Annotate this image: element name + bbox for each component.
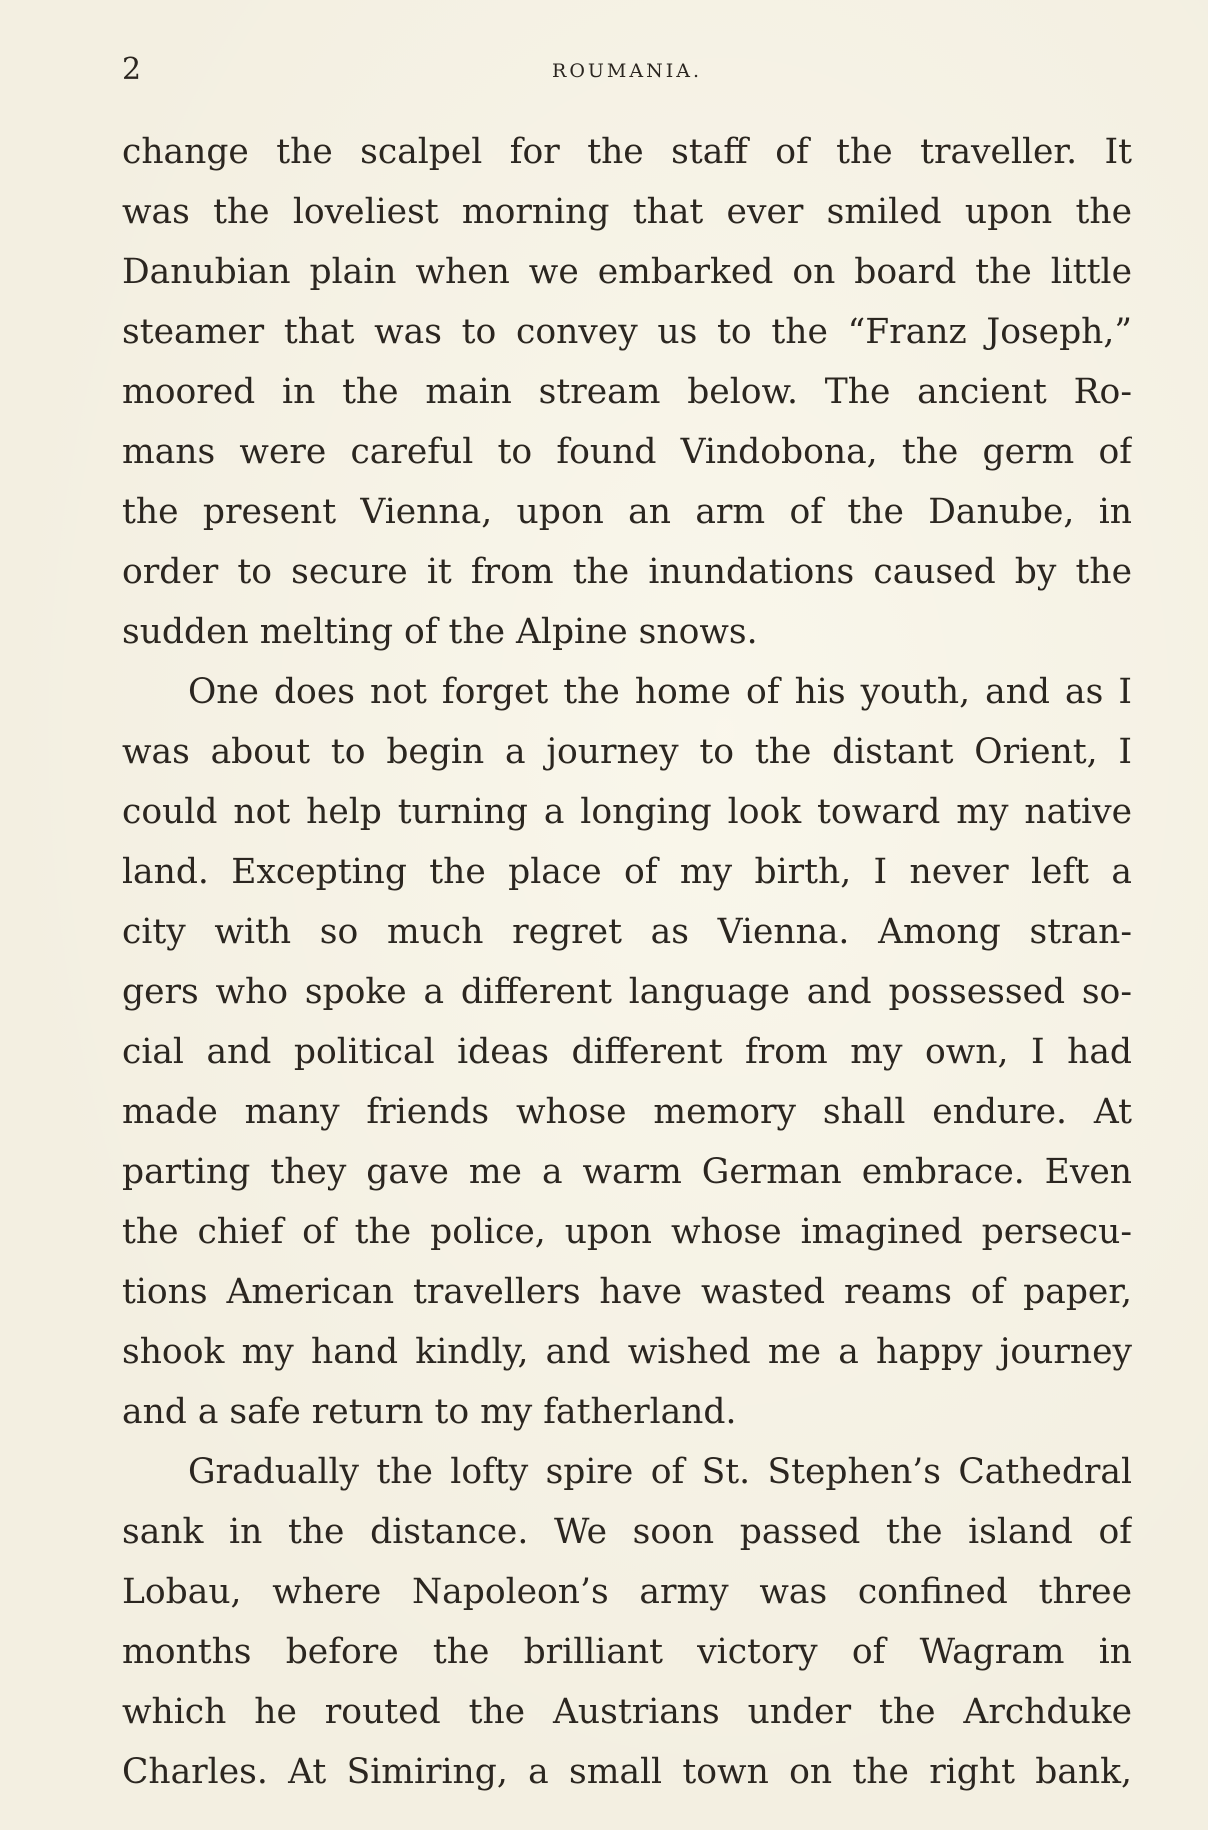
text-line: One does not forget the home of his youth, and as I (188, 672, 1132, 712)
text-line: which he routed the Austrians under the Archduke (122, 1692, 1132, 1732)
text-line: change the scalpel for the staff of the traveller. It (122, 132, 1132, 172)
text-line: city with so much regret as Vienna. Among stran- (122, 912, 1132, 952)
text-line: cial and political ideas different from my own, I had (122, 1032, 1132, 1072)
text-line: was about to begin a journey to the distant Orient, I (122, 732, 1132, 772)
text-line: steamer that was to convey us to the “Franz Joseph,” (122, 312, 1132, 352)
text-line: land. Excepting the place of my birth, I never left a (122, 852, 1132, 892)
paragraph (122, 1442, 1132, 1802)
text-line: order to secure it from the inundations caused by the (122, 552, 1132, 592)
text-line: sudden melting of the Alpine snows. (122, 612, 758, 652)
running-head (122, 50, 1132, 90)
text-line: Danubian plain when we embarked on board the little (122, 252, 1132, 292)
text-line: made many friends whose memory shall endure. At (122, 1092, 1132, 1132)
text-line: parting they gave me a warm German embrace. Even (122, 1152, 1132, 1192)
text-line: gers who spoke a different language and possessed so- (122, 972, 1132, 1012)
text-line: the present Vienna, upon an arm of the Danube, in (122, 492, 1132, 532)
paragraph (122, 662, 1132, 1442)
text-line: mans were careful to found Vindobona, the germ of (122, 432, 1132, 472)
body-text (122, 122, 1132, 1802)
text-line: shook my hand kindly, and wished me a happy journey (122, 1332, 1132, 1372)
running-title: ROUMANIA. (552, 60, 702, 82)
page-number: 2 (122, 52, 142, 87)
text-line: and a safe return to my fatherland. (122, 1392, 737, 1432)
text-line: months before the brilliant victory of Wagram in (122, 1632, 1132, 1672)
text-line: the chief of the police, upon whose imagined persecu- (122, 1212, 1132, 1252)
text-line: tions American travellers have wasted reams of paper, (122, 1272, 1132, 1312)
text-line: could not help turning a longing look toward my native (122, 792, 1132, 832)
text-line: was the loveliest morning that ever smiled upon the (122, 192, 1132, 232)
text-line: sank in the distance. We soon passed the island of (122, 1512, 1132, 1552)
text-line: Lobau, where Napoleon’s army was confined three (122, 1572, 1132, 1612)
paragraph (122, 122, 1132, 662)
text-line: Gradually the lofty spire of St. Stephen’s Cathedral (188, 1452, 1132, 1492)
text-line: Charles. At Simiring, a small town on the right bank, (122, 1752, 1132, 1792)
text-line: moored in the main stream below. The ancient Ro- (122, 372, 1132, 412)
